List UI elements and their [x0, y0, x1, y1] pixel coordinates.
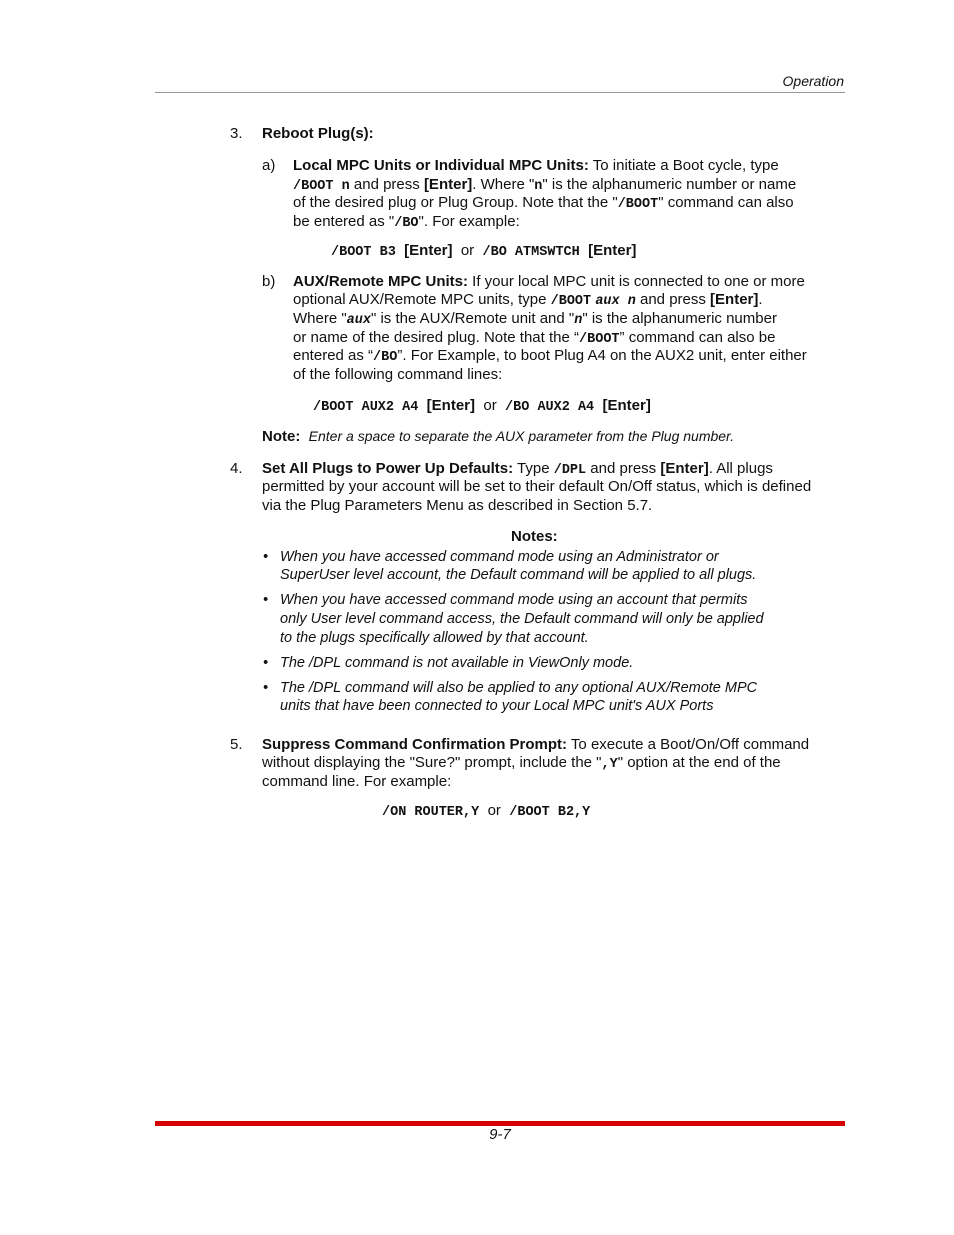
- notes-heading: Notes:: [511, 528, 558, 545]
- item-4-title: Set All Plugs to Power Up Defaults:: [262, 460, 514, 477]
- item-5-line-2: without displaying the "Sure?" prompt, include the ",Y" option at the end of the: [262, 754, 781, 772]
- bullet-2-line-1: When you have accessed command mode using an account that permits: [280, 592, 748, 608]
- item-4-line-1: Set All Plugs to Power Up Defaults: Type /DPL and press [Enter]. All plugs: [262, 460, 773, 478]
- item-3b-line-3: Where "aux" is the AUX/Remote unit and "n" is the alphanumeric number: [293, 310, 777, 328]
- bullet-1-line-2: SuperUser level account, the Default command will be applied to all plugs.: [280, 567, 757, 583]
- item-5-line-3: command line. For example:: [262, 773, 452, 790]
- bullet-4-line-2: units that have been connected to your Local MPC unit's AUX Ports: [280, 698, 714, 714]
- bullet-4-dot: •: [263, 680, 269, 696]
- item-4-line-2: permitted by your account will be set to their default On/Off status, which is defined: [262, 478, 812, 495]
- item-3-title: Reboot Plug(s):: [262, 125, 374, 142]
- item-3a-heading: Local MPC Units or Individual MPC Units:: [293, 157, 589, 174]
- running-header: Operation: [782, 73, 844, 89]
- item-4-number: 4.: [230, 460, 243, 477]
- bullet-3-line-1: The /DPL command is not available in ViewOnly mode.: [280, 655, 634, 671]
- item-3b-line-6: of the following command lines:: [293, 366, 503, 383]
- bullet-2-line-3: to the plugs specifically allowed by that account.: [280, 630, 589, 646]
- item-3b-heading: AUX/Remote MPC Units:: [293, 273, 469, 290]
- item-3b-line-2: optional AUX/Remote MPC units, type /BOOT aux n and press [Enter].: [293, 291, 763, 309]
- header-rule: [155, 92, 845, 93]
- item-3a-line-1: Local MPC Units or Individual MPC Units: To initiate a Boot cycle, type: [293, 157, 779, 174]
- item-3b-line-4: or name of the desired plug. Note that the “/BOOT” command can also be: [293, 329, 776, 347]
- item-3a-label: a): [262, 157, 276, 174]
- item-5-title: Suppress Command Confirmation Prompt:: [262, 736, 568, 753]
- bullet-2-dot: •: [263, 592, 269, 608]
- item-5-number: 5.: [230, 736, 243, 753]
- item-3b-line-5: entered as “/BO”. For Example, to boot Plug A4 on the AUX2 unit, enter either: [293, 347, 807, 365]
- item-4-line-3: via the Plug Parameters Menu as described in Section 5.7.: [262, 497, 653, 514]
- item-3b-line-1: AUX/Remote MPC Units: If your local MPC unit is connected to one or more: [293, 273, 805, 290]
- item-3-note: [262, 427, 734, 446]
- bullet-2-line-2: only User level command access, the Default command will only be applied: [280, 611, 764, 627]
- item-3b-label: b): [262, 273, 276, 290]
- item-5-example: /ON ROUTER,Y or /BOOT B2,Y: [382, 802, 591, 820]
- bullet-3-dot: •: [263, 655, 269, 671]
- item-5-line-1: Suppress Command Confirmation Prompt: To execute a Boot/On/Off command: [262, 736, 810, 753]
- bullet-1-dot: •: [263, 549, 269, 565]
- item-3-number: 3.: [230, 125, 243, 142]
- note-text: Enter a space to separate the AUX parameter from the Plug number.: [308, 428, 735, 444]
- item-3a-example: /BOOT B3 [Enter] or /BO ATMSWTCH [Enter]: [331, 242, 637, 260]
- bullet-4-line-1: The /DPL command will also be applied to any optional AUX/Remote MPC: [280, 680, 758, 696]
- note-label: Note:: [262, 428, 301, 445]
- page-number: 9-7: [489, 1126, 511, 1143]
- item-3b-example: /BOOT AUX2 A4 [Enter] or /BO AUX2 A4 [Enter]: [313, 397, 651, 415]
- item-3a-line-2: /BOOT n and press [Enter]. Where "n" is the alphanumeric number or name: [293, 176, 797, 194]
- item-3a-line-4: be entered as "/BO". For example:: [293, 213, 520, 231]
- bullet-1-line-1: When you have accessed command mode using an Administrator or: [280, 549, 719, 565]
- item-3a-line-3: of the desired plug or Plug Group. Note that the "/BOOT" command can also: [293, 194, 794, 212]
